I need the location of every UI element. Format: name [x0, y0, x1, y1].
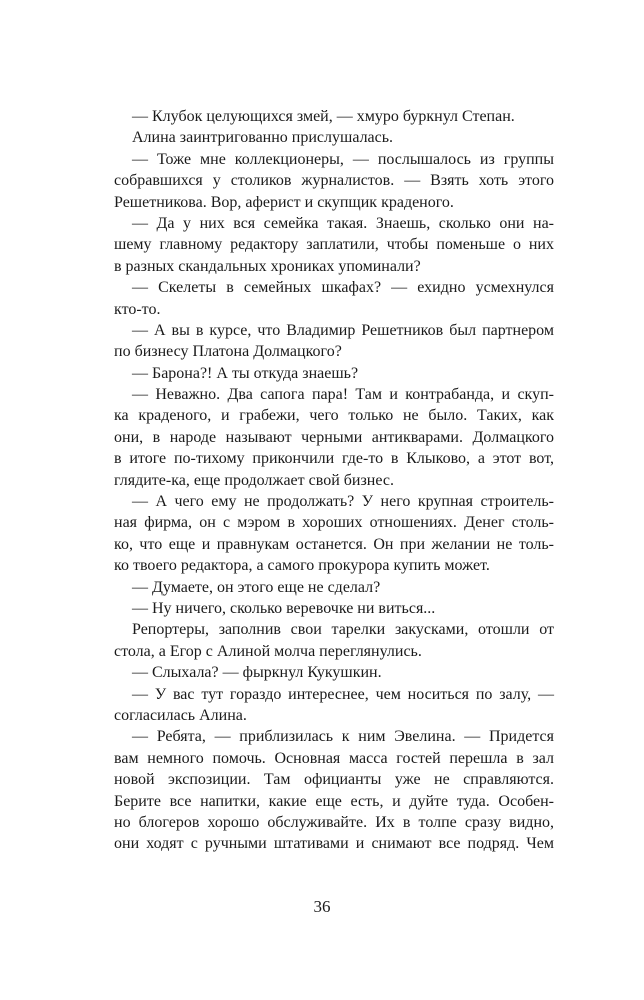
text-line: стола, а Егор с Алиной молча переглянулись.	[114, 642, 422, 660]
text-line: — Думаете, он этого еще не сделал?	[132, 578, 381, 596]
text-line: в итоге по-тихому прикончили где-то в Клыково, а этот вот,	[114, 450, 554, 468]
text-line: ная фирма, он с мэром в хороших отношениях. Денег столь-	[114, 514, 554, 532]
page-number: 36	[313, 897, 331, 916]
text-line: ко твоего редактора, а самого прокурора купить может.	[114, 557, 490, 575]
text-line: — А чего ему не продолжать? У него крупная строитель-	[132, 493, 554, 511]
text-line: в разных скандальных хрониках упоминали?	[114, 257, 421, 275]
text-line: — Клубок целующихся змей, — хмуро буркнул Степан.	[132, 108, 515, 125]
text-line: они ходят с ручными штативами и снимают все подряд. Чем	[114, 835, 554, 853]
text-line: собравшихся у столиков журналистов. — Взять хоть этого	[114, 172, 554, 190]
text-line: шему главному редактору заплатили, чтобы поменьше о них	[114, 236, 554, 254]
text-line: кто-то.	[114, 300, 161, 318]
text-line: Алина заинтригованно прислушалась.	[132, 129, 394, 147]
text-line: новой экспозиции. Там официанты уже не справляются.	[114, 771, 554, 789]
text-line: — У вас тут гораздо интереснее, чем носиться по залу, —	[132, 685, 554, 703]
page-text	[114, 106, 554, 855]
text-line: — Неважно. Два сапога пара! Там и контрабанда, и скуп-	[132, 386, 554, 404]
text-line: — Да у них вся семейка такая. Знаешь, сколько они на-	[132, 214, 554, 232]
text-line: — Тоже мне коллекционеры, — послышалось из группы	[132, 150, 554, 168]
text-line: — Скелеты в семейных шкафах? — ехидно усмехнулся	[132, 279, 554, 297]
text-line: глядите-ка, еще продолжает свой бизнес.	[114, 471, 394, 489]
text-line: по бизнесу Платона Долмацкого?	[114, 343, 342, 361]
text-line: вам немного помочь. Основная масса гостей перешла в зал	[114, 749, 554, 767]
text-line: Берите все напитки, какие еще есть, и дуйте туда. Особен-	[114, 792, 554, 810]
text-line: — Ну ничего, сколько веревочке ни виться...	[132, 599, 436, 617]
text-line: — А вы в курсе, что Владимир Решетников был партнером	[132, 321, 554, 339]
text-line: — Ребята, — приблизилась к ним Эвелина. — Придется	[132, 728, 554, 746]
text-line: согласилась Алина.	[114, 706, 247, 724]
text-line: Репортеры, заполнив свои тарелки закусками, отошли от	[132, 621, 554, 639]
text-line: они, в народе называют черными антикварами. Долмацкого	[114, 428, 554, 446]
text-line: — Барона?! А ты откуда знаешь?	[132, 364, 359, 382]
text-line: Решетникова. Вор, аферист и скупщик краденого.	[114, 193, 454, 211]
text-line: но блогеров хорошо обслуживайте. Их в толпе сразу видно,	[114, 813, 554, 831]
text-line: — Слыхала? — фыркнул Кукушкин.	[132, 664, 382, 682]
text-line: ка краденого, и грабежи, чего только не было. Таких, как	[114, 407, 554, 425]
text-line: ко, что еще и правнукам останется. Он при желании не толь-	[114, 535, 554, 553]
